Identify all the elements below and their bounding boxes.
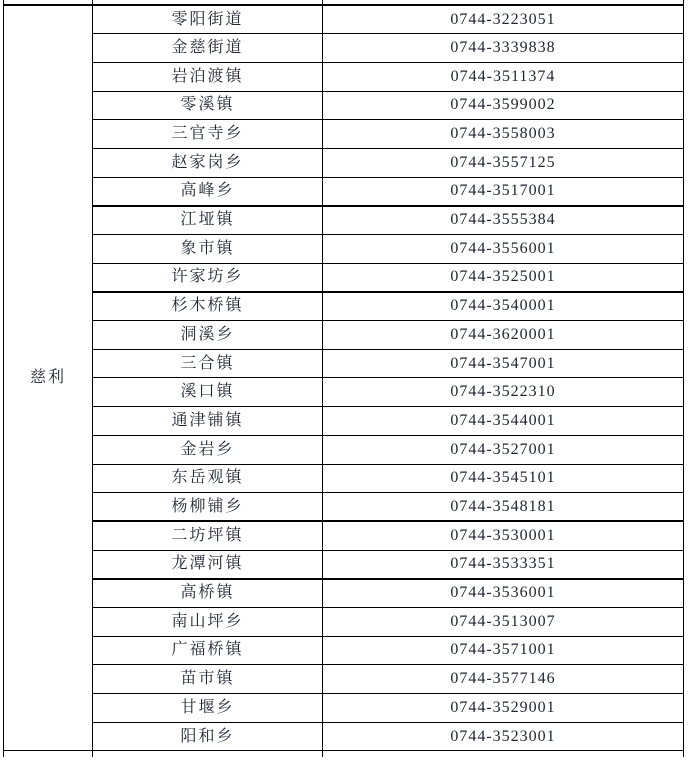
phone-number-cell: 0744-3513007 — [323, 607, 684, 636]
phone-number-cell: 0744-3523001 — [323, 722, 684, 751]
phone-number-cell: 0744-3620001 — [323, 321, 684, 350]
town-name-cell: 广福桥镇 — [93, 636, 323, 665]
town-name-cell: 溪口镇 — [93, 378, 323, 407]
table-row — [4, 349, 684, 378]
town-name-cell: 金岩乡 — [93, 435, 323, 464]
town-name-cell: 三合镇 — [93, 349, 323, 378]
partial-cell-town — [93, 751, 323, 757]
table-row — [4, 120, 684, 149]
phone-number-cell: 0744-3527001 — [323, 435, 684, 464]
table-row — [4, 607, 684, 636]
phone-number-cell: 0744-3530001 — [323, 521, 684, 550]
phone-number-cell: 0744-3339838 — [323, 34, 684, 63]
table-row — [4, 321, 684, 350]
phone-number-cell: 0744-3558003 — [323, 120, 684, 149]
town-name-cell: 苗市镇 — [93, 665, 323, 694]
contact-table — [3, 0, 684, 757]
phone-number-cell: 0744-3555384 — [323, 206, 684, 235]
town-name-cell: 赵家岗乡 — [93, 148, 323, 177]
phone-number-cell: 0744-3571001 — [323, 636, 684, 665]
phone-number-cell: 0744-3522310 — [323, 378, 684, 407]
partial-cell-phone — [323, 751, 684, 757]
phone-number-cell: 0744-3544001 — [323, 407, 684, 436]
phone-number-cell: 0744-3529001 — [323, 694, 684, 723]
phone-number-cell: 0744-3557125 — [323, 148, 684, 177]
town-name-cell: 二坊坪镇 — [93, 521, 323, 550]
phone-number-cell: 0744-3536001 — [323, 579, 684, 608]
town-name-cell: 洞溪乡 — [93, 321, 323, 350]
phone-number-cell: 0744-3599002 — [323, 91, 684, 120]
phone-number-cell: 0744-3547001 — [323, 349, 684, 378]
table-row — [4, 62, 684, 91]
phone-number-cell: 0744-3540001 — [323, 292, 684, 321]
town-name-cell: 零阳街道 — [93, 5, 323, 34]
town-name-cell: 江垭镇 — [93, 206, 323, 235]
town-name-cell: 三官寺乡 — [93, 120, 323, 149]
table-row — [4, 665, 684, 694]
phone-number-cell: 0744-3525001 — [323, 263, 684, 292]
town-name-cell: 龙潭河镇 — [93, 550, 323, 579]
town-name-cell: 零溪镇 — [93, 91, 323, 120]
town-name-cell: 许家坊乡 — [93, 263, 323, 292]
partial-cell-county — [4, 751, 93, 757]
table-row — [4, 263, 684, 292]
town-name-cell: 南山坪乡 — [93, 607, 323, 636]
table-row — [4, 407, 684, 436]
table-row — [4, 5, 684, 34]
table-row — [4, 464, 684, 493]
phone-number-cell: 0744-3545101 — [323, 464, 684, 493]
town-name-cell: 东岳观镇 — [93, 464, 323, 493]
town-name-cell: 甘堰乡 — [93, 694, 323, 723]
phone-number-cell: 0744-3548181 — [323, 493, 684, 522]
town-name-cell: 杨柳铺乡 — [93, 493, 323, 522]
phone-number-cell: 0744-3533351 — [323, 550, 684, 579]
table-row — [4, 694, 684, 723]
table-row — [4, 636, 684, 665]
town-name-cell: 通津铺镇 — [93, 407, 323, 436]
town-name-cell: 阳和乡 — [93, 722, 323, 751]
phone-number-cell: 0744-3577146 — [323, 665, 684, 694]
table-row — [4, 292, 684, 321]
table-row — [4, 521, 684, 550]
table-body — [4, 0, 684, 757]
town-name-cell: 岩泊渡镇 — [93, 62, 323, 91]
phone-number-cell: 0744-3511374 — [323, 62, 684, 91]
town-name-cell: 高桥镇 — [93, 579, 323, 608]
table-row — [4, 550, 684, 579]
table-row — [4, 206, 684, 235]
table-row — [4, 148, 684, 177]
table-row — [4, 34, 684, 63]
partial-row-bottom — [4, 751, 684, 757]
town-name-cell: 杉木桥镇 — [93, 292, 323, 321]
town-name-cell: 金慈街道 — [93, 34, 323, 63]
table-row — [4, 177, 684, 206]
town-name-cell: 象市镇 — [93, 235, 323, 264]
town-name-cell: 高峰乡 — [93, 177, 323, 206]
table-row — [4, 722, 684, 751]
table-row — [4, 235, 684, 264]
phone-number-cell: 0744-3223051 — [323, 5, 684, 34]
table-row — [4, 378, 684, 407]
phone-number-cell: 0744-3517001 — [323, 177, 684, 206]
table-row — [4, 435, 684, 464]
table-row — [4, 91, 684, 120]
county-name-cell: 慈利 — [4, 5, 93, 751]
phone-number-cell: 0744-3556001 — [323, 235, 684, 264]
table-row — [4, 493, 684, 522]
table-row — [4, 579, 684, 608]
